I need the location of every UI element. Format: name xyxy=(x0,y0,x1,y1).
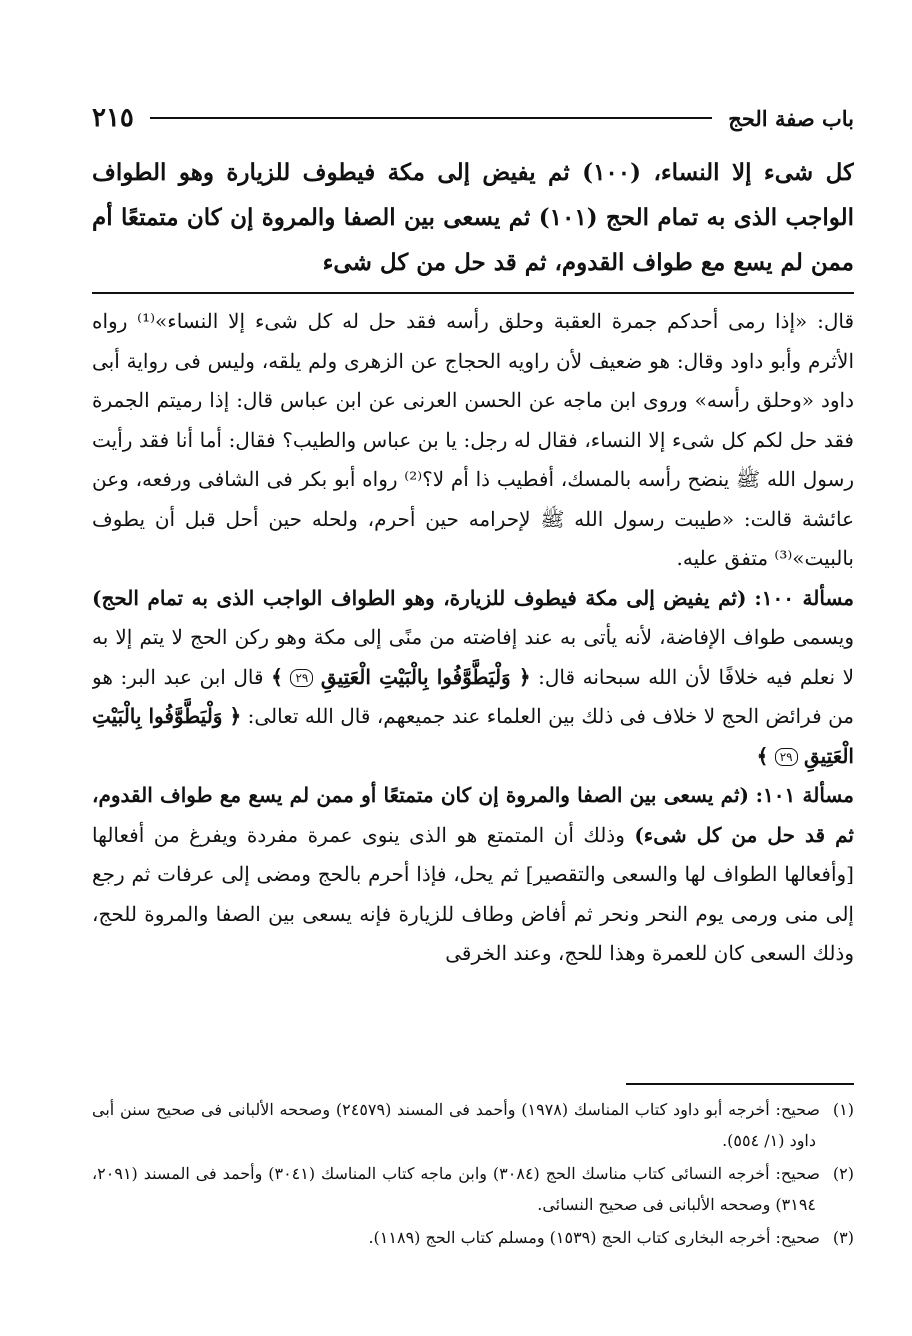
text-separator xyxy=(92,292,854,294)
masala-101-label: مسألة ١٠١: xyxy=(755,783,854,807)
footnote-3-number: (٣) xyxy=(832,1228,854,1247)
masala-101-quote: (ثم يسعى بين الصفا والمروة إن كان متمتعًا أو ممن لم يسع مع طواف القدوم، ثم قد حل من كل شىء) xyxy=(92,783,854,847)
verse-number-1: ٢٩ xyxy=(290,669,313,687)
footnote-1 xyxy=(92,1094,854,1156)
masala-100 xyxy=(92,579,854,777)
masala-100-text-b: قال ابن عبد البر: هو من فرائض الحج لا خلاف فى ذلك بين العلماء عند جميعهم، قال الله تعالى: xyxy=(92,664,854,728)
commentary xyxy=(92,302,854,1074)
footnote-1-number: (١) xyxy=(832,1100,854,1119)
footnote-2-text: أخرجه النسائى كتاب مناسك الحج (٣٠٨٤) وابن ماجه كتاب المناسك (٣٠٤١) وأحمد فى المسند (٢٠٩١، ٣١٩٤) وصححه الألبانى فى صحيح النسائى. xyxy=(92,1164,816,1214)
masala-101-text: وذلك أن المتمتع هو الذى ينوى عمرة مفردة ويفرغ من أفعالها [وأفعالها الطواف لها والسعى والتقصير] ثم يحل، فإذا أحرم بالحج ومضى إلى عرفات ثم رجع إلى منى ورمى يوم النحر ونحر ثم أفاض وطاف للزيارة فإنه يسعى بين الصفا والمروة للحج، وذلك السعى كان للعمرة وهذا للحج، وعند الخرقى xyxy=(92,822,854,965)
footnote-2 xyxy=(92,1158,854,1220)
quran-verse-2: ﴿ وَلْيَطَّوَّفُوا بِالْبَيْتِ الْعَتِيقِ xyxy=(92,704,854,768)
verse-close-1: ﴾ xyxy=(271,664,283,689)
footnote-3 xyxy=(92,1222,854,1253)
commentary-paragraph-1: قال: «إذا رمى أحدكم جمرة العقبة وحلق رأسه فقد حل له كل شىء إلا النساء»⁽¹⁾ رواه الأثرم وأبو داود وقال: هو ضعيف لأن راويه الحجاج عن الزهرى ولم يلقه، وليس فى رواية أبى داود «وحلق رأسه» وروى ابن ماجه عن الحسن العرنى عن ابن عباس قال: إذا رميتم الجمرة فقد حل لكم كل شىء إلا النساء، فقال له رجل: يا بن عباس والطيب؟ فقال: أما أنا فقد رأيت رسول الله ﷺ ينضح رأسه بالمسك، أفطيب ذا أم لا؟⁽²⁾ رواه أبو بكر فى الشافى ورفعه، وعن عائشة قالت: «طيبت رسول الله ﷺ لإحرامه حين أحرم، ولحله حين أحل قبل أن يطوف بالبيت»⁽³⁾ متفق عليه. xyxy=(92,309,854,570)
masala-100-label: مسألة ١٠٠: xyxy=(754,585,854,610)
main-text: كل شىء إلا النساء، (١٠٠) ثم يفيض إلى مكة فيطوف للزيارة وهو الطواف الواجب الذى به تمام الحج (١٠١) ثم يسعى بين الصفا والمروة إن كان متمتعًا أم ممن لم يسع مع طواف القدوم، ثم قد حل من كل شىء xyxy=(92,159,854,276)
footnote-separator xyxy=(626,1083,854,1085)
footnote-1-grade: صحيح: xyxy=(775,1100,821,1119)
footnote-1-text: أخرجه أبو داود كتاب المناسك (١٩٧٨) وأحمد فى المسند (٢٤٥٧٩) وصححه الألبانى فى صحيح سنن أبى داود (١/ ٥٥٤). xyxy=(92,1100,816,1150)
header-rule xyxy=(150,117,712,119)
masala-100-text-a: ويسمى طواف الإفاضة، لأنه يأتى به عند إفاضته من منًى إلى مكة وهو ركن الحج لا يتم إلا به لا نعلم فيه خلافًا لأن الله سبحانه قال: xyxy=(92,625,854,689)
footnote-3-text: أخرجه البخارى كتاب الحج (١٥٣٩) ومسلم كتاب الحج (١١٨٩). xyxy=(368,1228,771,1247)
masala-100-quote: (ثم يفيض إلى مكة فيطوف للزيارة، وهو الطواف الواجب الذى به تمام الحج) xyxy=(92,585,747,610)
page-number: ٢١٥ xyxy=(92,103,134,133)
footnote-2-grade: صحيح: xyxy=(775,1164,820,1183)
footnote-3-grade: صحيح: xyxy=(775,1228,820,1247)
running-header xyxy=(92,100,854,136)
footnotes xyxy=(92,1094,854,1294)
footnote-2-number: (٢) xyxy=(832,1164,854,1183)
masala-101 xyxy=(92,776,854,974)
verse-close-2: ﴾ xyxy=(756,743,769,768)
quran-verse-1: ﴿ وَلْيَطَّوَّفُوا بِالْبَيْتِ الْعَتِيقِ xyxy=(320,664,531,689)
verse-number-2: ٢٩ xyxy=(775,748,798,766)
chapter-title: باب صفة الحج xyxy=(728,105,854,131)
